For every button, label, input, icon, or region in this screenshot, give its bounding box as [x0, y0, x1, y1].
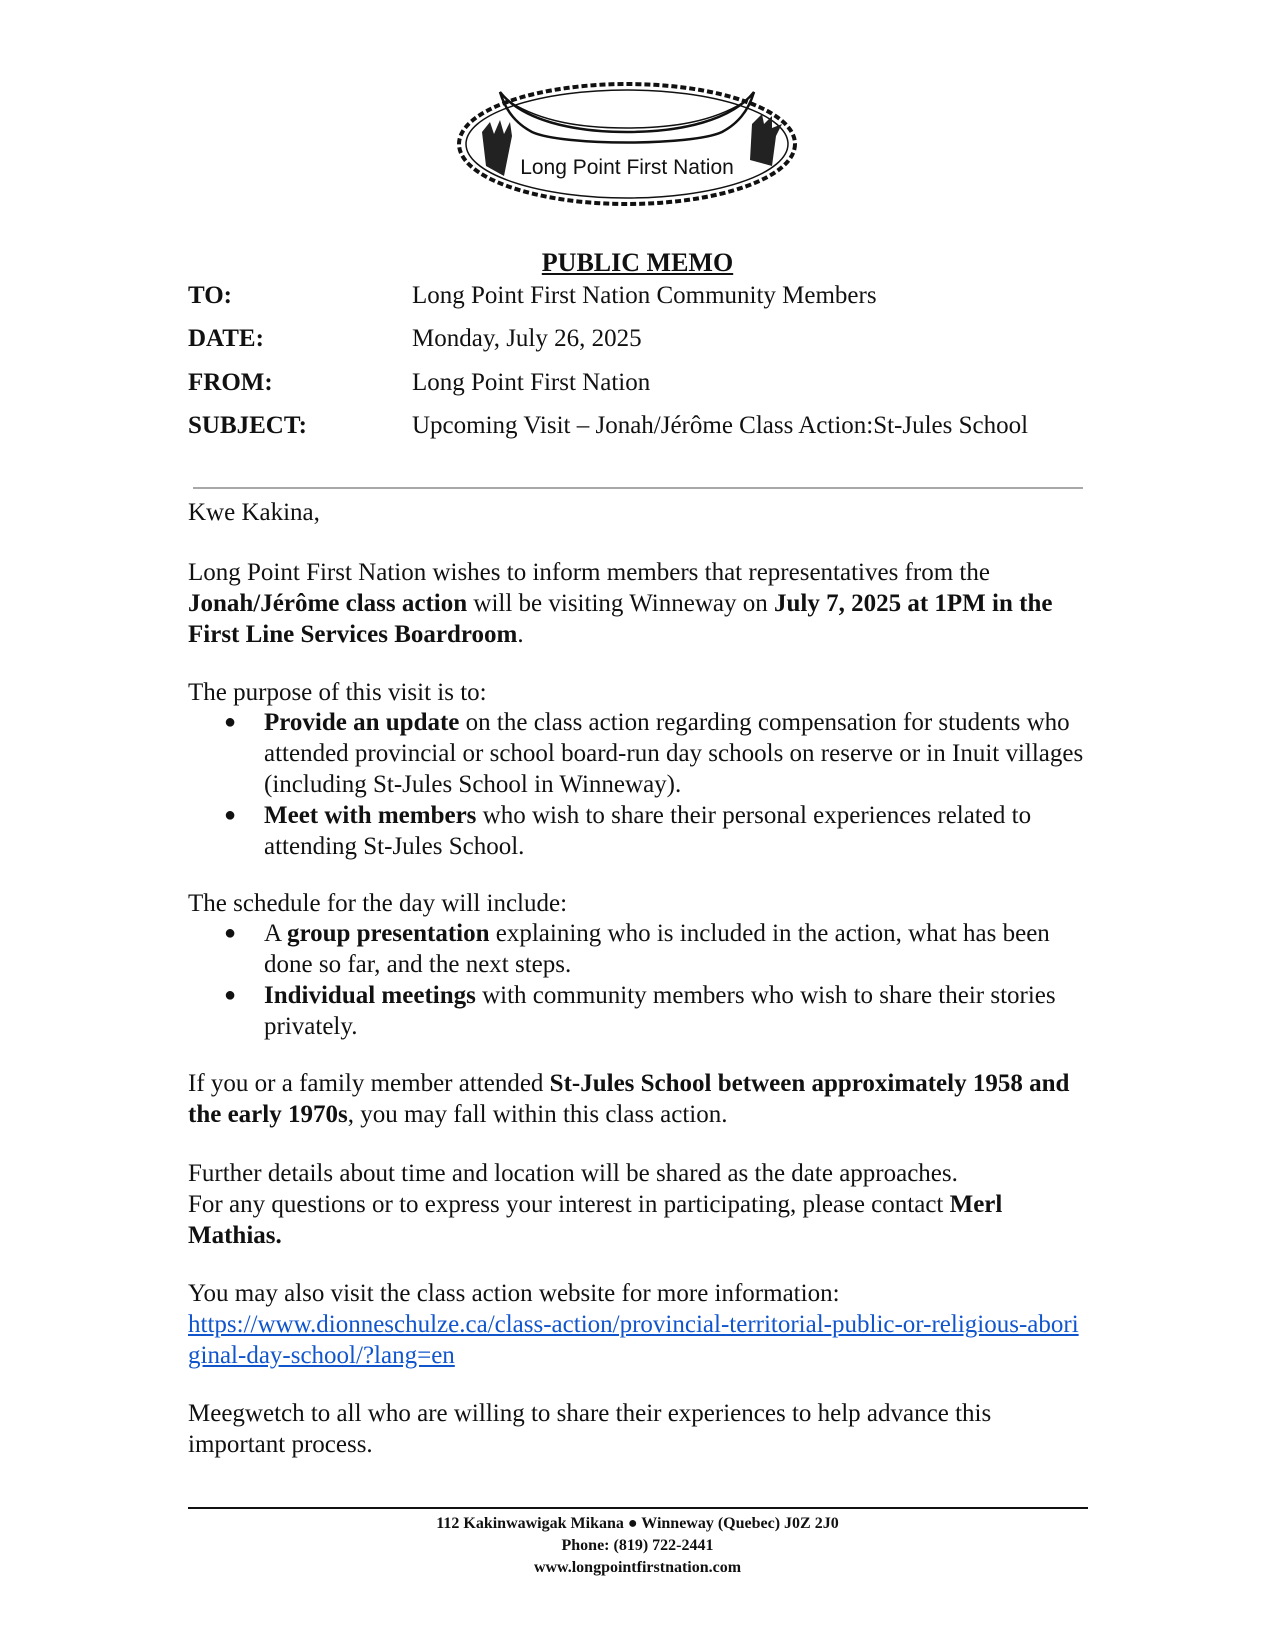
visit-datetime: July 7, 2025 at 1PM in the First Line Services Boardroom [188, 590, 1053, 648]
date-row [188, 325, 1088, 357]
list-item-text: on the class action regarding compensation for students who attended provincial or school board-run day schools on reserve or in Inuit villages (including St-Jules School in Winneway). [264, 709, 1084, 798]
list-item-bold: group presentation [286, 920, 490, 947]
footer-phone: Phone: (819) 722-2441 [561, 1537, 714, 1554]
contact-line-wrap [188, 1189, 1088, 1251]
closing-paragraph: Meegwetch to all who are willing to share their experiences to help advance this important process. [188, 1400, 992, 1458]
subject-row [188, 412, 1088, 444]
greeting: Kwe Kakina, [188, 499, 320, 526]
eligibility-text-1: If you or a family member attended [188, 1070, 550, 1097]
from-label: FROM: [188, 369, 273, 396]
footer [0, 1513, 1275, 1579]
schedule-heading: The schedule for the day will include: [188, 890, 568, 917]
class-action-name: Jonah/Jérôme class action [188, 590, 468, 617]
subject-value: Upcoming Visit – Jonah/Jérôme Class Action:St-Jules School [412, 412, 1029, 439]
list-item-prefix: A [264, 920, 287, 947]
list-item-text: explaining who is included in the action, what has been done so far, and the next steps. [264, 920, 1050, 978]
contact-name: Merl Mathias. [188, 1191, 1003, 1249]
list-item-bold: Provide an update [264, 709, 460, 736]
list-item [188, 918, 1088, 980]
bullet-icon: ● [224, 711, 237, 733]
intro-paragraph [188, 557, 1088, 650]
eligibility-bold: St-Jules School between approximately 1958 and the early 1970s [188, 1070, 1070, 1128]
bullet-icon: ● [224, 984, 237, 1006]
contact-line: For any questions or to express your interest in participating, please contact [188, 1191, 950, 1218]
eligibility-paragraph [188, 1068, 1088, 1130]
page-title: PUBLIC MEMO [541, 248, 734, 277]
subject-label: SUBJECT: [188, 412, 308, 439]
from-value: Long Point First Nation [412, 369, 651, 396]
eligibility-text-2: , you may fall within this class action. [347, 1101, 728, 1128]
footer-website[interactable]: www.longpointfirstnation.com [533, 1559, 742, 1576]
class-action-link[interactable]: https://www.dionneschulze.ca/class-action/provincial-territorial-public-or-religious-aboriginal-day-school/?lang=en [188, 1311, 1079, 1369]
list-item-text: who wish to share their personal experiences related to attending St-Jules School. [264, 802, 1032, 860]
intro-text-3: . [517, 621, 524, 648]
footer-address: 112 Kakinwawigak Mikana ● Winneway (Quebec) J0Z 2J0 [436, 1515, 839, 1532]
intro-text-2: will be visiting Winneway on [467, 590, 774, 617]
canoe-logo-icon [452, 72, 802, 212]
bullet-icon: ● [224, 922, 237, 944]
date-label: DATE: [188, 325, 264, 352]
schedule-list [188, 918, 1088, 1042]
contact-paragraph [188, 1158, 1088, 1251]
long-point-logo [452, 72, 802, 212]
to-value: Long Point First Nation Community Members [412, 282, 877, 309]
list-item-text: with community members who wish to share their stories privately. [264, 982, 1056, 1040]
to-row [188, 282, 1088, 314]
from-row [188, 369, 1088, 401]
list-item-bold: Individual meetings [264, 982, 476, 1009]
logo-text: Long Point First Nation [520, 156, 734, 179]
list-item-bold: Meet with members [264, 802, 477, 829]
website-line: You may also visit the class action website for more information: [188, 1280, 840, 1307]
header-divider [193, 487, 1083, 489]
details-line: Further details about time and location will be shared as the date approaches. [188, 1160, 958, 1187]
to-label: TO: [188, 282, 232, 309]
purpose-heading: The purpose of this visit is to: [188, 679, 487, 706]
purpose-list [188, 707, 1088, 862]
website-link-wrap [188, 1309, 1088, 1371]
bullet-icon: ● [224, 804, 237, 826]
intro-text-1: Long Point First Nation wishes to inform members that representatives from the [188, 559, 990, 586]
website-paragraph [188, 1278, 1088, 1371]
footer-divider [188, 1507, 1088, 1509]
list-item [188, 707, 1088, 800]
date-value: Monday, July 26, 2025 [412, 325, 642, 352]
list-item [188, 800, 1088, 862]
list-item [188, 980, 1088, 1042]
